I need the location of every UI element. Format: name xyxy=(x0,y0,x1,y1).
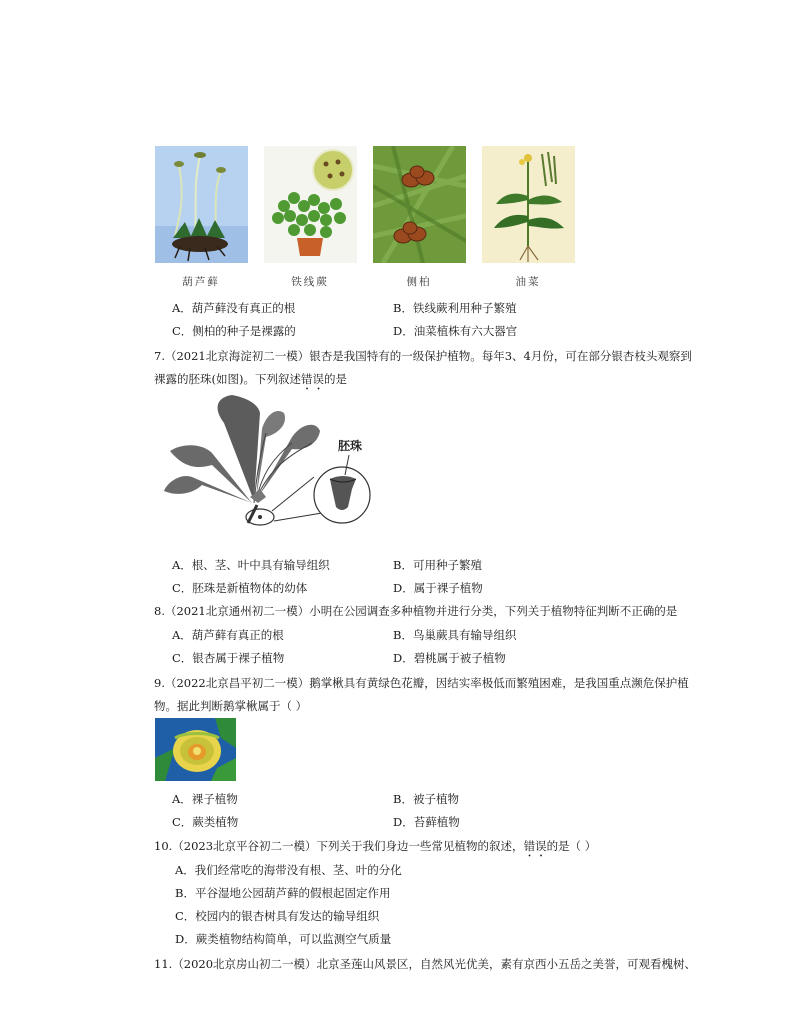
q9-option-d: D．苔藓植物 xyxy=(393,815,460,829)
q8-option-c: C．银杏属于裸子植物 xyxy=(172,651,285,665)
q7-option-c: C．胚珠是新植物体的幼体 xyxy=(172,581,308,595)
q7-stem-line1: 7.（2021北京海淀初二一模）银杏是我国特有的一级保护植物。每年3、4月份，可在部分银杏枝头观察到 xyxy=(154,349,692,363)
q7-option-a: A．根、茎、叶中具有输导组织 xyxy=(172,558,330,572)
q6-option-a: A．葫芦藓没有真正的根 xyxy=(172,301,296,315)
photo-fern xyxy=(264,146,357,263)
q10-stem: 10.（2023北京平谷初二一模）下列关于我们身边一些常见植物的叙述，错误的是（ ） xyxy=(154,839,597,853)
q8-stem: 8.（2021北京通州初二一模）小明在公园调查多种植物并进行分类，下列关于植物特征判断不正确的是 xyxy=(154,604,678,618)
q7-option-b: B．可用种子繁殖 xyxy=(393,558,482,572)
q9-option-a: A．裸子植物 xyxy=(172,792,238,806)
ginkgo-figure xyxy=(162,393,377,533)
q10-option-a: A．我们经常吃的海带没有根、茎、叶的分化 xyxy=(175,863,402,877)
photo-tulip-tree-flower xyxy=(155,718,236,781)
q10-option-d: D．蕨类植物结构简单，可以监测空气质量 xyxy=(175,932,392,946)
q9-option-b: B．被子植物 xyxy=(393,792,459,806)
photo-rapeseed xyxy=(482,146,575,263)
q7-stem-line2: 裸露的胚珠(如图)。下列叙述错误的是 xyxy=(154,372,347,386)
q8-option-a: A．葫芦藓有真正的根 xyxy=(172,628,284,642)
q10-option-c: C．校园内的银杏树具有发达的输导组织 xyxy=(175,909,380,923)
q11-stem: 11.（2020北京房山初二一模）北京圣莲山风景区，自然风光优美，素有京西小五岳之美誉，可观看槐树、 xyxy=(154,957,697,971)
q10-emphasis: 错误 xyxy=(523,839,547,853)
q10-option-b: B．平谷湿地公园葫芦藓的假根起固定作用 xyxy=(175,886,391,900)
q8-option-d: D．碧桃属于被子植物 xyxy=(393,651,506,665)
caption-fern: 铁线蕨 xyxy=(291,276,329,288)
q9-option-c: C．蕨类植物 xyxy=(172,815,239,829)
caption-arborvitae: 侧柏 xyxy=(406,276,432,288)
ovule-label: 胚珠 xyxy=(338,439,363,453)
q9-stem-line2: 物。据此判断鹅掌楸属于（ ） xyxy=(154,699,308,713)
photo-arborvitae xyxy=(373,146,466,263)
caption-moss: 葫芦藓 xyxy=(182,276,220,288)
q8-option-b: B．鸟巢蕨具有输导组织 xyxy=(393,628,517,642)
q6-option-c: C．侧柏的种子是裸露的 xyxy=(172,324,296,338)
q9-stem-line1: 9.（2022北京昌平初二一模）鹅掌楸具有黄绿色花瓣，因结实率极低而繁殖困难，是我国重点濒危保护植 xyxy=(154,676,689,690)
q6-option-b: B．铁线蕨利用种子繁殖 xyxy=(393,301,517,315)
q7-option-d: D．属于裸子植物 xyxy=(393,581,483,595)
q6-option-d: D．油菜植株有六大器官 xyxy=(393,324,518,338)
q7-emphasis: 错误 xyxy=(300,372,324,386)
photo-moss xyxy=(155,146,248,263)
caption-rapeseed: 油菜 xyxy=(515,276,541,288)
